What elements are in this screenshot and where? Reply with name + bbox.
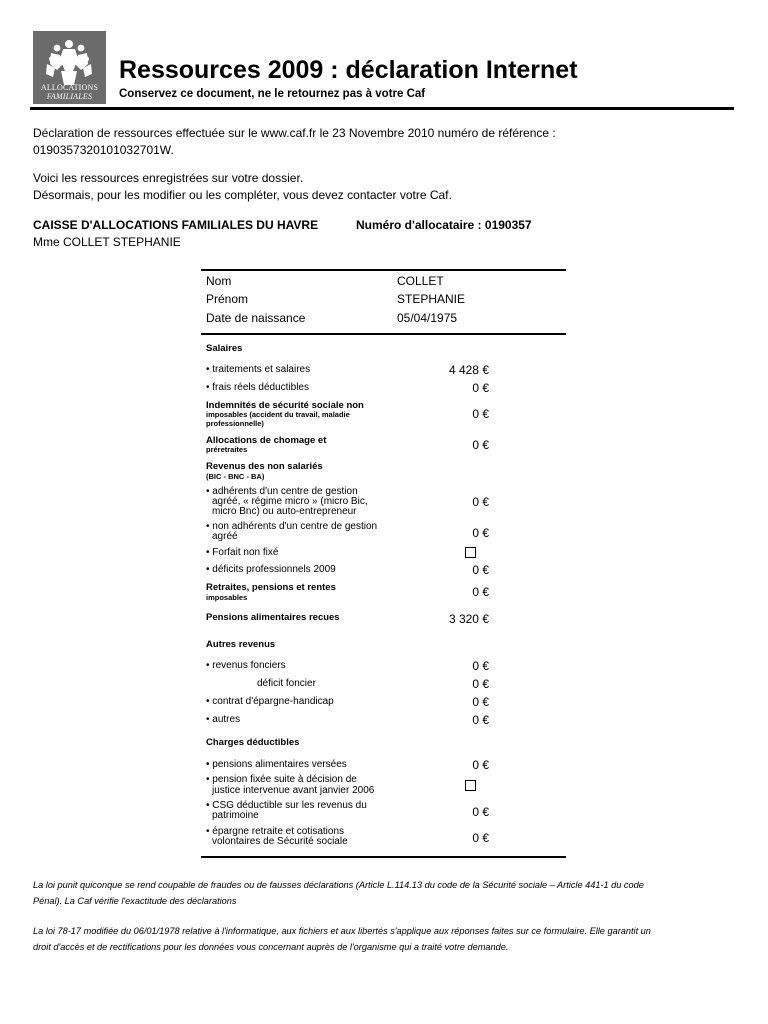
amount-adherents: 0 €: [472, 495, 489, 509]
item-epargne-retraite: • épargne retraite et cotisations: [206, 826, 345, 837]
page-subtitle: Conservez ce document, ne le retournez pas à votre Caf: [119, 88, 426, 100]
section-charges-deductibles: Charges déductibles: [206, 737, 300, 748]
amount-non-adherents: 0 €: [472, 526, 489, 540]
intro-reference: 019035732010103270​1W.: [33, 143, 174, 157]
item-forfait-non-fixe: • Forfait non fixé: [206, 547, 279, 558]
intro-line3: Voici les ressources enregistrées sur votre dossier.: [33, 171, 304, 185]
item-pension-fixee: • pension fixée suite à décision de: [206, 774, 357, 785]
intro-line4: Désormais, pour les modifier ou les compléter, vous devez contacter votre Caf.: [33, 188, 452, 202]
section-non-salaries: Revenus des non salariés: [206, 461, 323, 472]
amount-autres: 0 €: [472, 713, 489, 727]
amount-pensions-recues: 3 320 €: [448, 612, 489, 626]
amount-frais-reels: 0 €: [472, 381, 489, 395]
item-autres: • autres: [206, 714, 241, 725]
item-adherents: • adhérents d'un centre de gestion: [206, 486, 358, 497]
item-csg-deductible: • CSG déductible sur les revenus du: [206, 800, 367, 811]
amount-traitements: 4 428 €: [448, 363, 489, 377]
identity-label-naissance: Date de naissance: [206, 311, 306, 325]
amount-epargne-handicap: 0 €: [472, 695, 489, 709]
item-pensions-versees: • pensions alimentaires versées: [206, 759, 347, 770]
section-pensions-recues: Pensions alimentaires recues: [206, 612, 340, 623]
intro-line1: Déclaration de ressources effectuée sur le www.caf.fr le 23 Novembre 2010 numéro de référence :: [33, 126, 556, 140]
item-epargne-handicap: • contrat d'épargne-handicap: [206, 696, 334, 707]
legal-note-privacy-line2: droit d'accès et de rectifications pour les données vous concernant auprès de l'organisme qui a traité votre demande.: [33, 942, 509, 952]
section-indemnites-line3: professionnelle): [206, 419, 264, 428]
section-salaires: Salaires: [206, 343, 243, 354]
item-deficits-professionnels: • déficits professionnels 2009: [206, 564, 336, 575]
forfait-non-fixe-checkbox[interactable]: [465, 547, 476, 558]
caf-logo: [33, 31, 106, 104]
pension-fixee-checkbox[interactable]: [465, 780, 476, 791]
amount-indemnites: 0 €: [472, 407, 489, 421]
amount-deficits-professionnels: 0 €: [472, 563, 489, 577]
section-retraites: Retraites, pensions et rentes: [206, 582, 336, 593]
item-frais-reels: • frais réels déductibles: [206, 382, 309, 393]
amount-deficit-foncier: 0 €: [472, 677, 489, 691]
item-deficit-foncier: déficit foncier: [257, 678, 316, 689]
section-allocations-chomage: Allocations de chomage et: [206, 435, 327, 446]
legal-note-fraud-line2: Pénal). La Caf vérifie l'exactitude des déclarations: [33, 896, 237, 906]
identity-value-naissance: 05/04/1975: [397, 311, 458, 325]
legal-note-fraud: [33, 877, 733, 909]
amount-csg-deductible: 0 €: [472, 805, 489, 819]
page-title: Ressources 2009 : déclaration Internet: [119, 56, 578, 84]
item-non-adherents: • non adhérents d'un centre de gestion: [206, 521, 378, 532]
table-top-rule: [201, 269, 566, 271]
amount-revenus-fonciers: 0 €: [472, 659, 489, 673]
section-indemnites-line2: imposables (accident du travail, maladie: [206, 410, 350, 419]
allocataire-number: Numéro d'allocataire : 0190357: [356, 218, 532, 232]
identity-value-nom: COLLET: [397, 274, 444, 288]
section-allocations-chomage-line2: préretraites: [206, 445, 248, 454]
section-indemnites: Indemnités de sécurité sociale non: [206, 400, 364, 411]
section-retraites-line2: imposables: [206, 593, 248, 602]
identity-bottom-rule: [201, 333, 566, 335]
item-adherents-line3: micro Bnc) ou auto-entrepreneur: [212, 506, 357, 517]
item-revenus-fonciers: • revenus fonciers: [206, 660, 286, 671]
amount-retraites: 0 €: [472, 585, 489, 599]
caisse-name: CAISSE D'ALLOCATIONS FAMILIALES DU HAVRE: [33, 218, 319, 232]
table-bottom-rule: [201, 856, 566, 858]
item-csg-deductible-line2: patrimoine: [212, 810, 259, 821]
amount-epargne-retraite: 0 €: [472, 831, 489, 845]
identity-label-prenom: Prénom: [206, 292, 249, 306]
allocataire-person: Mme COLLET STEPHANIE: [33, 235, 181, 249]
section-non-salaries-line2: (BIC - BNC - BA): [206, 472, 265, 481]
item-epargne-retraite-line2: volontaires de Sécurité sociale: [212, 836, 348, 847]
section-autres-revenus: Autres revenus: [206, 639, 276, 650]
item-pension-fixee-line2: justice intervenue avant janvier 2006: [212, 785, 375, 796]
item-traitements: • traitements et salaires: [206, 364, 311, 375]
item-non-adherents-line2: agréé: [212, 531, 238, 542]
amount-pensions-versees: 0 €: [472, 758, 489, 772]
header-divider: [30, 107, 734, 110]
legal-note-privacy: [33, 923, 733, 955]
item-adherents-line2: agréé, « régime micro » (micro Bic,: [212, 496, 368, 507]
identity-label-nom: Nom: [206, 274, 232, 288]
logo-text-line2: FAMILIALES: [46, 92, 93, 101]
identity-value-prenom: STEPHANIE: [397, 292, 466, 306]
logo-text-line1: ALLOCATIONS: [40, 83, 99, 92]
legal-note-fraud-line1: La loi punit quiconque se rend coupable de fraudes ou de fausses déclarations (Article L.114.13 du code de la Sécurité sociale – Article 441-1 du code: [33, 880, 644, 890]
amount-allocations-chomage: 0 €: [472, 438, 489, 452]
legal-note-privacy-line1: La loi 78-17 modifiée du 06/01/1978 relative à l'informatique, aux fichiers et aux libertés s'applique aux réponses faites sur ce formulaire. Elle garantit un: [33, 926, 651, 936]
